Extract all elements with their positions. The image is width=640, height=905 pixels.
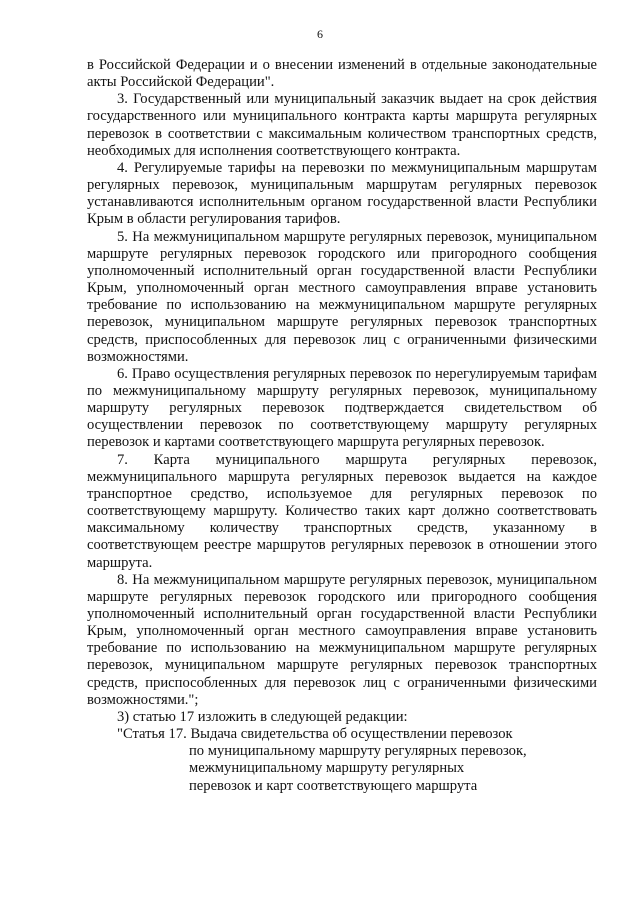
paragraph-item-7: 7. Карта муниципального маршрута регулярных перевозок, межмуниципального маршрута регулярных перевозок выдается на каждое транспортное средство, используемое для регулярных перевозок по соответствующему маршруту. Количество таких карт должно соответствовать максимальному количеству транспортных средств, указанному в соответствующем реестре маршрутов регулярных перевозок в отношении этого маршрута. [87, 451, 597, 571]
article-17-heading [87, 726, 597, 795]
article-heading-line-2: по муниципальному маршруту регулярных перевозок, [189, 743, 527, 760]
paragraph-continuation: в Российской Федерации и о внесении изменений в отдельные законодательные акты Российской Федерации". [87, 57, 597, 91]
paragraph-item-4: 4. Регулируемые тарифы на перевозки по межмуниципальным маршрутам регулярных перевозок, муниципальным маршрутам регулярных перевозок устанавливаются исполнительным органом государственной власти Республики Крым в области регулирования тарифов. [87, 159, 597, 228]
paragraph-item-5: 5. На межмуниципальном маршруте регулярных перевозок, муниципальном маршруте регулярных перевозок городского или пригородного сообщения уполномоченный исполнительный орган государственной власти Республики Крым, уполномоченный орган местного самоуправления вправе установить требование по использованию на межмуниципальном маршруте регулярных перевозок, муниципальном маршруте регулярных перевозок транспортных средств, приспособленных для перевозок лиц с ограниченными физическими возможностями. [87, 228, 597, 365]
paragraph-amendment-intro: 3) статью 17 изложить в следующей редакции: [117, 708, 408, 725]
paragraph-item-6: 6. Право осуществления регулярных перевозок по нерегулируемым тарифам по межмуниципальному маршруту регулярных перевозок, муниципальному маршруту регулярных перевозок подтверждается свидетельством об осуществлении перевозок по соответствующему маршруту регулярных перевозок и картами соответствующего маршрута регулярных перевозок. [87, 365, 597, 451]
article-heading-line-3: межмуниципальному маршруту регулярных [189, 760, 465, 777]
paragraph-item-3: 3. Государственный или муниципальный заказчик выдает на срок действия государственного или муниципального контракта карты маршрута регулярных перевозок в соответствии с максимальным количеством транспортных средств, необходимых для исполнения соответствующего контракта. [87, 91, 597, 159]
page-number: 6 [317, 27, 323, 41]
paragraph-item-8: 8. На межмуниципальном маршруте регулярных перевозок, муниципальном маршруте регулярных перевозок городского или пригородного сообщения уполномоченный исполнительный орган государственной власти Республики Крым, уполномоченный орган местного самоуправления вправе установить требование по использованию на межмуниципальном маршруте регулярных перевозок, муниципальном маршруте регулярных перевозок транспортных средств, приспособленных для перевозок лиц с ограниченными физическими возможностями."; [87, 571, 597, 708]
document-body [87, 57, 597, 795]
article-heading-line-1: "Статья 17. Выдача свидетельства об осуществлении перевозок [117, 726, 513, 743]
article-heading-line-4: перевозок и карт соответствующего маршрута [189, 777, 478, 794]
